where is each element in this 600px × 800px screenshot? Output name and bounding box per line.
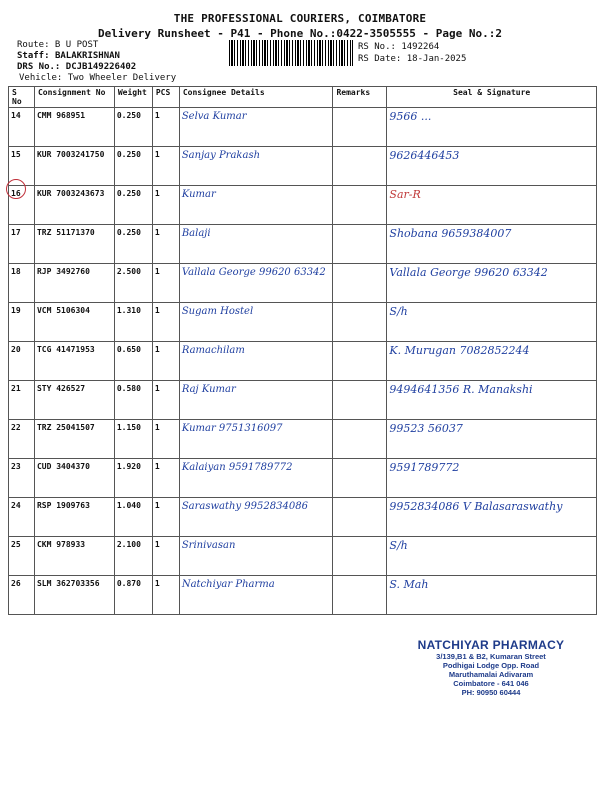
col-consignee: Consignee Details xyxy=(179,87,333,108)
handwritten-signature: K. Murugan 7082852244 xyxy=(389,344,530,357)
cell-signature xyxy=(387,225,597,264)
cell-consignee xyxy=(179,498,333,537)
handwritten-consignee: Vallala George 99620 63342 xyxy=(181,267,326,278)
cell-weight: 0.650 xyxy=(114,342,152,381)
cell-consignment: KUR 7003243673 xyxy=(34,186,114,225)
handwritten-consignee: Kalaiyan 9591789772 xyxy=(181,462,293,473)
cell-sno: 18 xyxy=(9,264,35,303)
drs-label: DRS No.: xyxy=(17,62,61,72)
stamp-line: PH: 90950 60444 xyxy=(461,688,521,697)
cell-consignment: VCM 5106304 xyxy=(34,303,114,342)
cell-signature xyxy=(387,186,597,225)
cell-signature xyxy=(387,420,597,459)
handwritten-signature: Sar-R xyxy=(389,188,421,201)
table-row xyxy=(9,147,597,186)
stamp-title: NATCHIYAR PHARMACY xyxy=(417,638,565,652)
rs-number: RS No.: 1492264 xyxy=(358,42,440,52)
runsheet-table xyxy=(8,86,597,615)
cell-pcs: 1 xyxy=(152,186,179,225)
barcode xyxy=(229,40,353,66)
cell-sno: 19 xyxy=(9,303,35,342)
cell-pcs: 1 xyxy=(152,264,179,303)
table-row xyxy=(9,420,597,459)
pharmacy-stamp xyxy=(402,638,580,697)
handwritten-consignee: Balaji xyxy=(181,228,211,239)
cell-sno: 17 xyxy=(9,225,35,264)
table-row xyxy=(9,576,597,615)
table-row xyxy=(9,459,597,498)
cell-pcs: 1 xyxy=(152,381,179,420)
stamp-line: Coimbatore - 641 046 xyxy=(453,679,529,688)
cell-weight: 1.150 xyxy=(114,420,152,459)
route: Route: B U POST xyxy=(17,40,99,50)
handwritten-signature: 99523 56037 xyxy=(389,422,463,435)
cell-sno: 15 xyxy=(9,147,35,186)
staff-label: Staff: xyxy=(17,51,50,61)
cell-signature xyxy=(387,459,597,498)
handwritten-consignee: Ramachilam xyxy=(181,345,245,356)
handwritten-signature: Vallala George 99620 63342 xyxy=(389,266,548,279)
cell-consignment: RSP 1909763 xyxy=(34,498,114,537)
runsheet-title: Delivery Runsheet - P41 - Phone No.:0422-3505555 - Page No.:2 xyxy=(98,27,502,40)
cell-signature xyxy=(387,108,597,147)
cell-consignment: CKM 978933 xyxy=(34,537,114,576)
handwritten-signature: 9566 ... xyxy=(389,110,432,123)
cell-pcs: 1 xyxy=(152,342,179,381)
table-row xyxy=(9,381,597,420)
cell-pcs: 1 xyxy=(152,225,179,264)
col-consignment: Consignment No xyxy=(34,87,114,108)
cell-consignment: STY 426527 xyxy=(34,381,114,420)
stamp-line: 3/139,B1 & B2, Kumaran Street xyxy=(436,652,546,661)
handwritten-consignee: Srinivasan xyxy=(181,540,236,551)
cell-consignment: RJP 3492760 xyxy=(34,264,114,303)
cell-remarks xyxy=(333,342,387,381)
rs-date: RS Date: 18-Jan-2025 xyxy=(358,54,467,64)
handwritten-consignee: Kumar 9751316097 xyxy=(181,423,283,434)
cell-remarks xyxy=(333,537,387,576)
table-row xyxy=(9,264,597,303)
cell-weight: 0.250 xyxy=(114,225,152,264)
table-row xyxy=(9,498,597,537)
cell-pcs: 1 xyxy=(152,459,179,498)
cell-sno: 24 xyxy=(9,498,35,537)
red-circle-mark xyxy=(6,179,26,199)
cell-sno: 20 xyxy=(9,342,35,381)
stamp-line: Podhigai Lodge Opp. Road xyxy=(442,661,540,670)
cell-consignee xyxy=(179,381,333,420)
cell-signature xyxy=(387,264,597,303)
cell-weight: 2.500 xyxy=(114,264,152,303)
staff xyxy=(17,51,120,61)
cell-weight: 1.920 xyxy=(114,459,152,498)
cell-remarks xyxy=(333,147,387,186)
cell-remarks xyxy=(333,264,387,303)
handwritten-signature: 9591789772 xyxy=(389,461,460,474)
cell-pcs: 1 xyxy=(152,108,179,147)
cell-consignment: TRZ 51171370 xyxy=(34,225,114,264)
col-weight: Weight xyxy=(114,87,152,108)
handwritten-signature: 9952834086 V Balasaraswathy xyxy=(389,500,563,513)
handwritten-consignee: Natchiyar Pharma xyxy=(181,579,275,590)
col-sno: S No xyxy=(9,87,35,108)
handwritten-signature: S/h xyxy=(389,539,408,552)
cell-weight: 0.580 xyxy=(114,381,152,420)
cell-pcs: 1 xyxy=(152,147,179,186)
cell-consignee xyxy=(179,537,333,576)
drs-number xyxy=(17,62,136,72)
cell-remarks xyxy=(333,576,387,615)
cell-pcs: 1 xyxy=(152,303,179,342)
cell-sno: 25 xyxy=(9,537,35,576)
cell-remarks xyxy=(333,381,387,420)
cell-signature xyxy=(387,576,597,615)
col-pcs: PCS xyxy=(152,87,179,108)
cell-signature xyxy=(387,342,597,381)
cell-consignee xyxy=(179,576,333,615)
cell-pcs: 1 xyxy=(152,498,179,537)
col-remarks: Remarks xyxy=(333,87,387,108)
cell-signature xyxy=(387,537,597,576)
cell-remarks xyxy=(333,186,387,225)
cell-sno: 22 xyxy=(9,420,35,459)
cell-pcs: 1 xyxy=(152,576,179,615)
cell-sno: 21 xyxy=(9,381,35,420)
cell-sno: 16 xyxy=(9,186,35,225)
cell-consignee xyxy=(179,420,333,459)
handwritten-consignee: Saraswathy 9952834086 xyxy=(181,501,308,512)
handwritten-signature: 9626446453 xyxy=(389,149,460,162)
table-header-row xyxy=(9,87,597,108)
cell-sno: 23 xyxy=(9,459,35,498)
handwritten-consignee: Sugam Hostel xyxy=(181,306,254,317)
company-title: THE PROFESSIONAL COURIERS, COIMBATORE xyxy=(173,12,427,25)
cell-signature xyxy=(387,381,597,420)
cell-consignment: TRZ 25041507 xyxy=(34,420,114,459)
staff-value: BALAKRISHNAN xyxy=(54,51,120,61)
cell-weight: 0.250 xyxy=(114,108,152,147)
cell-remarks xyxy=(333,420,387,459)
handwritten-consignee: Kumar xyxy=(181,189,216,200)
cell-consignee xyxy=(179,147,333,186)
table-row xyxy=(9,342,597,381)
cell-consignment: TCG 41471953 xyxy=(34,342,114,381)
col-signature: Seal & Signature xyxy=(387,87,597,108)
cell-sno: 26 xyxy=(9,576,35,615)
cell-remarks xyxy=(333,498,387,537)
cell-pcs: 1 xyxy=(152,537,179,576)
cell-weight: 0.250 xyxy=(114,147,152,186)
cell-signature xyxy=(387,498,597,537)
cell-weight: 1.310 xyxy=(114,303,152,342)
cell-remarks xyxy=(333,459,387,498)
cell-pcs: 1 xyxy=(152,420,179,459)
handwritten-signature: 9494641356 R. Manakshi xyxy=(389,383,533,396)
cell-weight: 0.250 xyxy=(114,186,152,225)
handwritten-consignee: Selva Kumar xyxy=(181,111,247,122)
cell-remarks xyxy=(333,225,387,264)
cell-consignment: CUD 3404370 xyxy=(34,459,114,498)
cell-consignee xyxy=(179,186,333,225)
cell-weight: 1.040 xyxy=(114,498,152,537)
cell-weight: 0.870 xyxy=(114,576,152,615)
handwritten-consignee: Raj Kumar xyxy=(181,384,236,395)
cell-consignee xyxy=(179,264,333,303)
cell-consignee xyxy=(179,108,333,147)
handwritten-signature: S/h xyxy=(389,305,408,318)
cell-consignee xyxy=(179,342,333,381)
cell-consignment: SLM 362703356 xyxy=(34,576,114,615)
cell-remarks xyxy=(333,303,387,342)
cell-consignment: KUR 7003241750 xyxy=(34,147,114,186)
table-row xyxy=(9,303,597,342)
handwritten-signature: S. Mah xyxy=(389,578,429,591)
vehicle: Vehicle: Two Wheeler Delivery xyxy=(19,73,177,83)
cell-weight: 2.100 xyxy=(114,537,152,576)
table-row xyxy=(9,186,597,225)
cell-remarks xyxy=(333,108,387,147)
cell-consignee xyxy=(179,303,333,342)
cell-consignment: CMM 968951 xyxy=(34,108,114,147)
cell-consignee xyxy=(179,459,333,498)
handwritten-consignee: Sanjay Prakash xyxy=(181,150,261,161)
cell-signature xyxy=(387,303,597,342)
stamp-line: Maruthamalai Adivaram xyxy=(448,670,534,679)
table-row xyxy=(9,225,597,264)
table-row xyxy=(9,537,597,576)
table-row xyxy=(9,108,597,147)
drs-value: DCJB149226402 xyxy=(65,62,137,72)
cell-sno: 14 xyxy=(9,108,35,147)
cell-signature xyxy=(387,147,597,186)
cell-consignee xyxy=(179,225,333,264)
handwritten-signature: Shobana 9659384007 xyxy=(389,227,512,240)
